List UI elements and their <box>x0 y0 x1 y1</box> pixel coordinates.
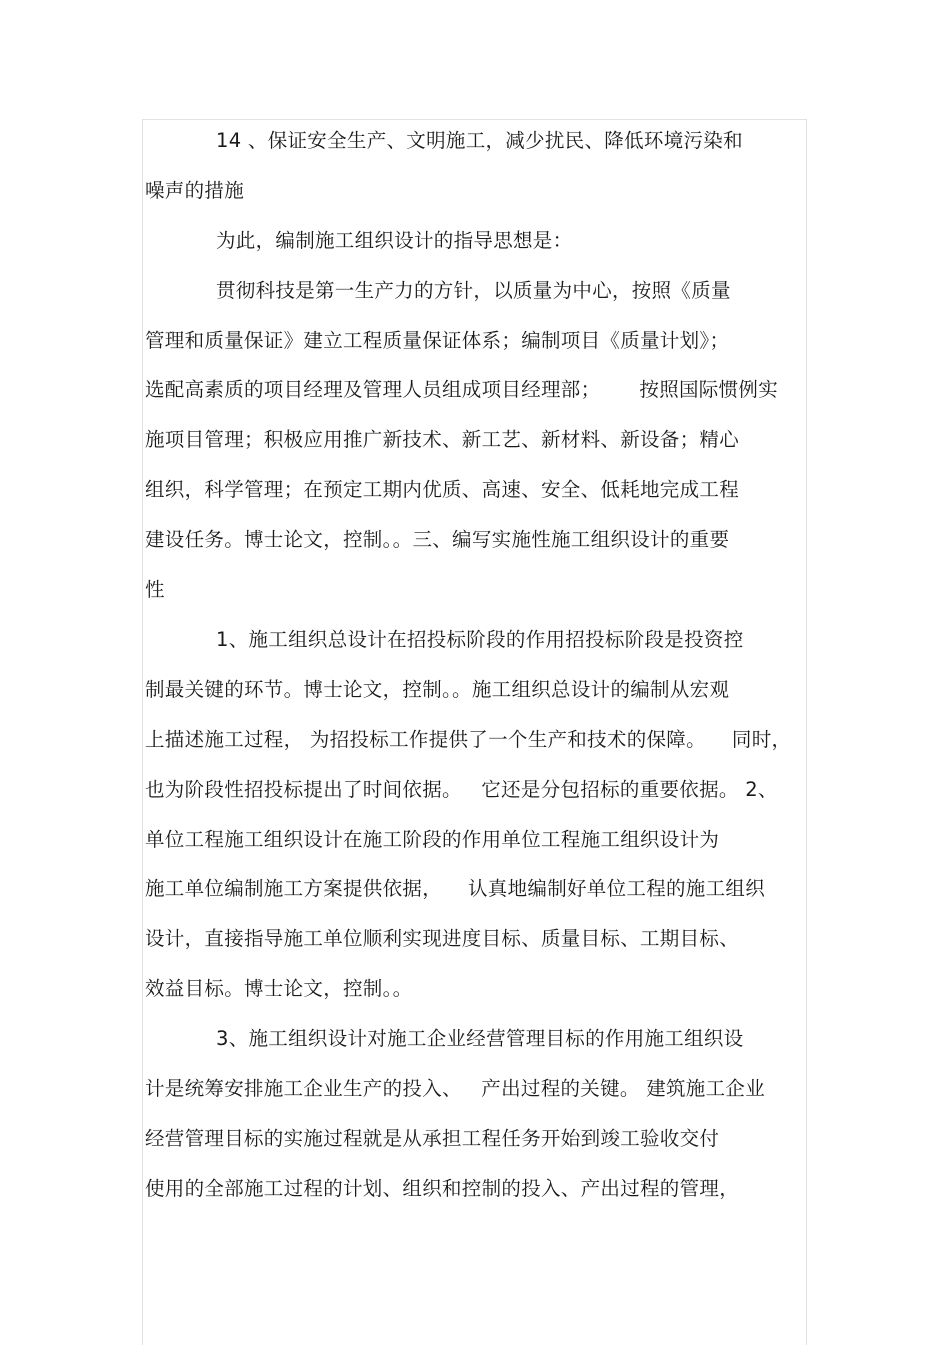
text-line: 制最关键的环节。博士论文，控制。。施工组织总设计的编制从宏观 <box>145 678 730 701</box>
text-line: 组织，科学管理；在预定工期内优质、高速、安全、低耗地完成工程 <box>145 478 740 501</box>
text-line: 性 <box>145 578 165 601</box>
text-line: 使用的全部施工过程的计划、组织和控制的投入、产出过程的管理， <box>145 1177 740 1200</box>
text-line: 贯彻科技是第一生产力的方针，以质量为中心，按照《质量 <box>216 279 731 302</box>
text-line: 1、施工组织总设计在招投标阶段的作用招投标阶段是投资控 <box>216 628 744 651</box>
text-line: 3、施工组织设计对施工企业经营管理目标的作用施工组织设 <box>216 1027 744 1050</box>
text-line: 经营管理目标的实施过程就是从承担工程任务开始到竣工验收交付 <box>145 1127 720 1150</box>
text-line: 选配高素质的项目经理及管理人员组成项目经理部； 按照国际惯例实 <box>145 378 778 401</box>
text-line: 单位工程施工组织设计在施工阶段的作用单位工程施工组织设计为 <box>145 828 720 851</box>
text-line: 也为阶段性招投标提出了时间依据。 它还是分包招标的重要依据。 2、 <box>145 778 778 801</box>
text-line: 上描述施工过程， 为招投标工作提供了一个生产和技术的保障。 同时， <box>145 728 792 751</box>
text-line: 噪声的措施 <box>145 179 245 202</box>
text-line: 施项目管理；积极应用推广新技术、新工艺、新材料、新设备；精心 <box>145 428 740 451</box>
text-line: 14 、保证安全生产、文明施工，减少扰民、降低环境污染和 <box>216 129 743 152</box>
text-line: 施工单位编制施工方案提供依据， 认真地编制好单位工程的施工组织 <box>145 877 765 900</box>
text-line: 管理和质量保证》建立工程质量保证体系；编制项目《质量计划》； <box>145 329 730 352</box>
text-line: 效益目标。博士论文，控制。。 <box>145 977 413 1000</box>
text-line: 设计，直接指导施工单位顺利实现进度目标、质量目标、工期目标、 <box>145 927 740 950</box>
text-line: 建设任务。博士论文，控制。。三、编写实施性施工组织设计的重要 <box>145 528 730 551</box>
text-line: 计是统筹安排施工企业生产的投入、 产出过程的关键。 建筑施工企业 <box>145 1077 765 1100</box>
text-line: 为此，编制施工组织设计的指导思想是： <box>216 229 573 252</box>
